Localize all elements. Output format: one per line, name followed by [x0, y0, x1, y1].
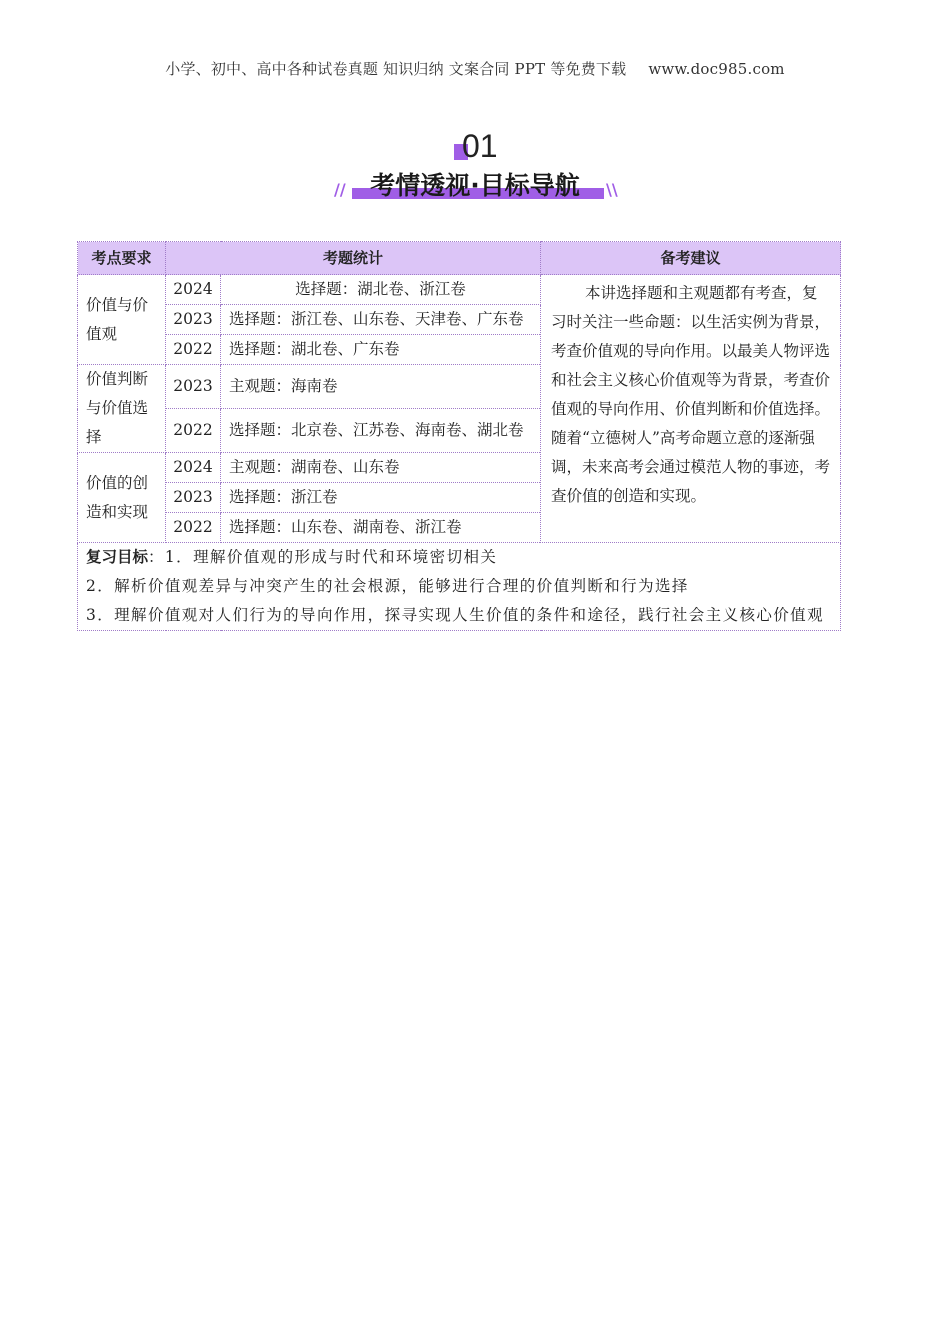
header-topic: 考点要求: [78, 242, 166, 275]
year-cell: 2022: [166, 513, 221, 543]
page-header: [0, 58, 950, 79]
section-heading: [0, 128, 950, 208]
goals-cell: [78, 543, 841, 631]
stats-cell: 选择题：湖北卷、广东卷: [221, 335, 541, 365]
year-cell: 2022: [166, 409, 221, 453]
stats-cell: 选择题：山东卷、湖南卷、浙江卷: [221, 513, 541, 543]
year-cell: 2024: [166, 275, 221, 305]
header-stats: 考题统计: [166, 242, 541, 275]
goal-line: 2．解析价值观差异与冲突产生的社会根源，能够进行合理的价值判断和行为选择: [86, 577, 689, 595]
advice-text: 本讲选择题和主观题都有考查，复习时关注一些命题：以生活实例为背景，考查价值观的导向作用。以最美人物评选和社会主义核心价值观等为背景，考查价值观的导向作用、价值判断和价值选择。随着“立德树人”高考命题立意的逐渐强调，未来高考会通过模范人物的事迹，考查价值的创造和实现。: [551, 284, 831, 505]
goals-row: [78, 543, 841, 631]
stats-cell: 主观题：湖南卷、山东卷: [221, 453, 541, 483]
section-number: 01: [462, 128, 498, 164]
stats-cell: 主观题：海南卷: [221, 365, 541, 409]
exam-analysis-table: [77, 241, 841, 631]
goal-line: 复习目标：1．理解价值观的形成与时代和环境密切相关: [86, 548, 498, 566]
topic-cell: 价值与价值观: [78, 275, 166, 365]
advice-cell: [541, 275, 841, 543]
year-cell: 2023: [166, 365, 221, 409]
stats-cell: 选择题：浙江卷、山东卷、天津卷、广东卷: [221, 305, 541, 335]
header-advice: 备考建议: [541, 242, 841, 275]
year-cell: 2022: [166, 335, 221, 365]
goal-text: 1．理解价值观的形成与时代和环境密切相关: [164, 548, 498, 566]
table-header-row: [78, 242, 841, 275]
goal-line: 3．理解价值观对人们行为的导向作用，探寻实现人生价值的条件和途径，践行社会主义核心价值观: [86, 606, 824, 624]
right-slash-decoration: \\: [606, 180, 618, 199]
goals-label: 复习目标: [86, 548, 149, 566]
year-cell: 2023: [166, 483, 221, 513]
header-text: 小学、初中、高中各种试卷真题 知识归纳 文案合同 PPT 等免费下载: [165, 60, 627, 78]
stats-cell: 选择题：浙江卷: [221, 483, 541, 513]
topic-cell: 价值判断与价值选择: [78, 365, 166, 453]
topic-cell: 价值的创造和实现: [78, 453, 166, 543]
year-cell: 2024: [166, 453, 221, 483]
left-slash-decoration: //: [334, 180, 346, 199]
year-cell: 2023: [166, 305, 221, 335]
header-url[interactable]: www.doc985.com: [648, 60, 785, 78]
section-title: 考情透视·目标导航: [370, 171, 580, 200]
stats-cell: 选择题：湖北卷、浙江卷: [221, 275, 541, 305]
stats-cell: 选择题：北京卷、江苏卷、海南卷、湖北卷: [221, 409, 541, 453]
table-row: [78, 275, 841, 305]
